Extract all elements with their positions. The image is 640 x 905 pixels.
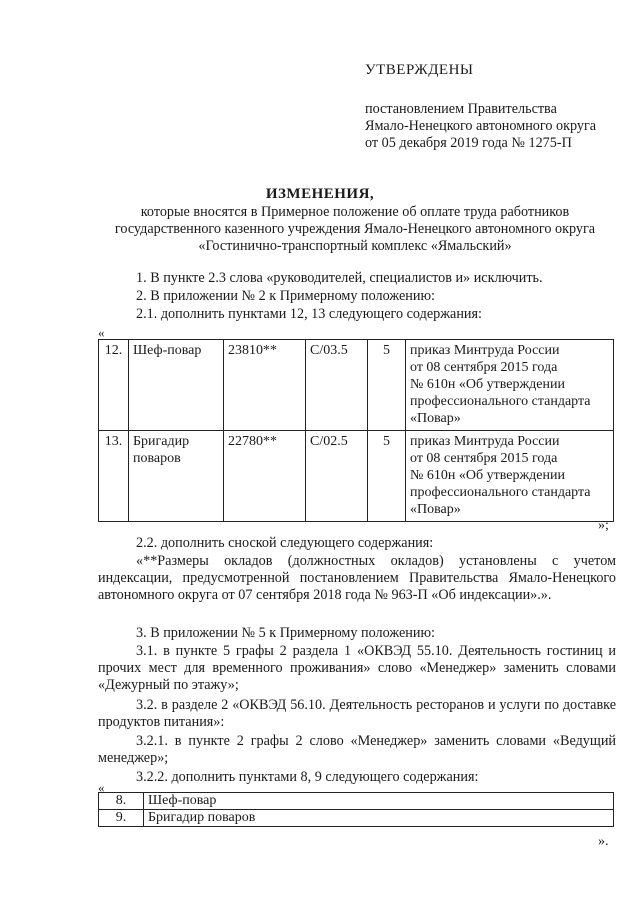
- document-subtitle: [90, 204, 620, 255]
- footnote-text: «**Размеры окладов (должностных окладов) установлены с учетом индексации, предусмотренной постановлением Правительства Ямало-Ненецкого автономного округа от 07 сентября 2018 года № 963-П «Об индексации».».: [98, 553, 616, 603]
- position-name: [129, 431, 224, 522]
- function-code: С/03.5: [306, 340, 368, 431]
- item-3-2: 3.2. в разделе 2 «ОКВЭД 56.10. Деятельность ресторанов и услуги по доставке продуктов питания»:: [98, 697, 616, 730]
- position-name: Шеф-повар: [144, 793, 614, 810]
- position-line: Бригадир: [133, 434, 190, 449]
- item-1: 1. В пункте 2.3 слова «руководителей, специалистов и» исключить.: [136, 270, 543, 286]
- row-number: 13.: [99, 431, 129, 522]
- table-row: [99, 810, 614, 827]
- basis-document: [406, 431, 614, 522]
- basis-line: от 08 сентября 2015 года: [410, 451, 558, 466]
- basis-line: «Повар»: [410, 502, 461, 517]
- position-name: Бригадир поваров: [144, 810, 614, 827]
- table-row: [99, 340, 614, 431]
- positions-list-table: [98, 792, 614, 827]
- open-quote-2: «: [98, 780, 105, 795]
- subtitle-line: «Гостинично-транспортный комплекс «Ямальский»: [198, 238, 512, 254]
- item-3: 3. В приложении № 5 к Примерному положению:: [136, 625, 435, 641]
- subtitle-line: государственного казенного учреждения Ямало-Ненецкого автономного округа: [114, 221, 596, 237]
- item-2-2: 2.2. дополнить сноской следующего содержания:: [136, 535, 434, 551]
- basis-line: «Повар»: [410, 411, 461, 426]
- row-number: 9.: [99, 810, 144, 827]
- basis-line: профессионального стандарта: [410, 394, 591, 409]
- function-code: С/02.5: [306, 431, 368, 522]
- close-quote: »;: [598, 518, 609, 533]
- approval-block: [365, 62, 635, 152]
- close-quote-2: ».: [598, 834, 609, 849]
- position-line: поваров: [133, 451, 181, 466]
- positions-table: [98, 339, 614, 522]
- subtitle-line: которые вносятся в Примерное положение об оплате труда работников: [140, 204, 570, 220]
- basis-line: приказ Минтруда России: [410, 434, 560, 449]
- position-name: Шеф-повар: [129, 340, 224, 431]
- table-row: [99, 793, 614, 810]
- table-row: [99, 431, 614, 522]
- basis-line: № 610н «Об утверждении: [410, 468, 565, 483]
- open-quote: «: [98, 325, 105, 340]
- basis-line: профессионального стандарта: [410, 485, 591, 500]
- salary-code: 23810**: [224, 340, 306, 431]
- basis-line: от 08 сентября 2015 года: [410, 360, 558, 375]
- basis-line: приказ Минтруда России: [410, 343, 560, 358]
- basis-document: [406, 340, 614, 431]
- item-3-2-2: 3.2.2. дополнить пунктами 8, 9 следующего содержания:: [136, 769, 479, 785]
- approval-line: от 05 декабря 2019 года № 1275-П: [365, 135, 572, 151]
- basis-line: № 610н «Об утверждении: [410, 377, 565, 392]
- item-3-2-1: 3.2.1. в пункте 2 графы 2 слово «Менеджер» заменить словами «Ведущий менеджер»;: [98, 733, 616, 766]
- approval-line: Ямало-Ненецкого автономного округа: [365, 118, 597, 134]
- approval-line: постановлением Правительства: [365, 101, 557, 117]
- salary-code: 22780**: [224, 431, 306, 522]
- qualification-level: 5: [368, 431, 406, 522]
- row-number: 8.: [99, 793, 144, 810]
- qualification-level: 5: [368, 340, 406, 431]
- approval-heading: УТВЕРЖДЕНЫ: [365, 62, 474, 78]
- item-2-1: 2.1. дополнить пунктами 12, 13 следующего содержания:: [136, 306, 482, 322]
- row-number: 12.: [99, 340, 129, 431]
- document-title: ИЗМЕНЕНИЯ,: [265, 186, 375, 202]
- item-2: 2. В приложении № 2 к Примерному положению:: [136, 288, 435, 304]
- item-3-1: 3.1. в пункте 5 графы 2 раздела 1 «ОКВЭД 55.10. Деятельность гостиниц и прочих мест для временного проживания» слово «Менеджер» заменить словами «Дежурный по этажу»;: [98, 643, 616, 693]
